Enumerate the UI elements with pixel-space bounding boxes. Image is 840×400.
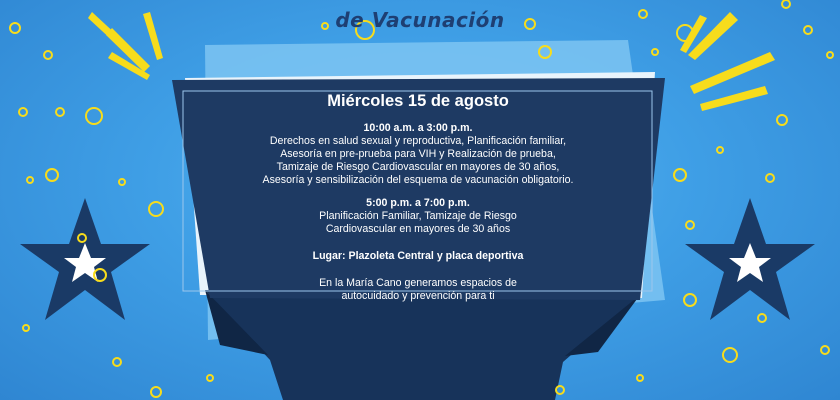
closing-line: autocuidado y prevención para ti xyxy=(341,290,495,302)
session-1-line: Asesoría y sensibilización del esquema de vacunación obligatorio. xyxy=(262,174,574,186)
session-1-line: Tamizaje de Riesgo Cardiovascular en mayores de 30 años, xyxy=(276,161,560,173)
session-1 xyxy=(200,122,636,187)
closing-line: En la María Cano generamos espacios de xyxy=(319,277,517,289)
closing-message xyxy=(200,277,636,303)
event-card xyxy=(200,92,636,303)
page-heading: de Vacunación xyxy=(335,8,505,32)
star-left xyxy=(20,198,150,320)
session-2 xyxy=(200,197,636,236)
session-2-line: Cardiovascular en mayores de 30 años xyxy=(325,223,511,235)
star-right xyxy=(685,198,815,320)
ribbon-bottom xyxy=(205,290,640,400)
session-2-line: Planificación Familiar, Tamizaje de Riesgo xyxy=(319,210,517,222)
session-1-line: Derechos en salud sexual y reproductiva, Planificación familiar, xyxy=(269,135,567,147)
event-date: Miércoles 15 de agosto xyxy=(327,92,509,110)
session-1-time: 10:00 a.m. a 3:00 p.m. xyxy=(363,122,473,134)
session-1-line: Asesoría en pre-prueba para VIH y Realización de prueba, xyxy=(280,148,556,160)
session-2-time: 5:00 p.m. a 7:00 p.m. xyxy=(366,197,470,209)
event-place: Lugar: Plazoleta Central y placa deportiva xyxy=(312,250,524,262)
